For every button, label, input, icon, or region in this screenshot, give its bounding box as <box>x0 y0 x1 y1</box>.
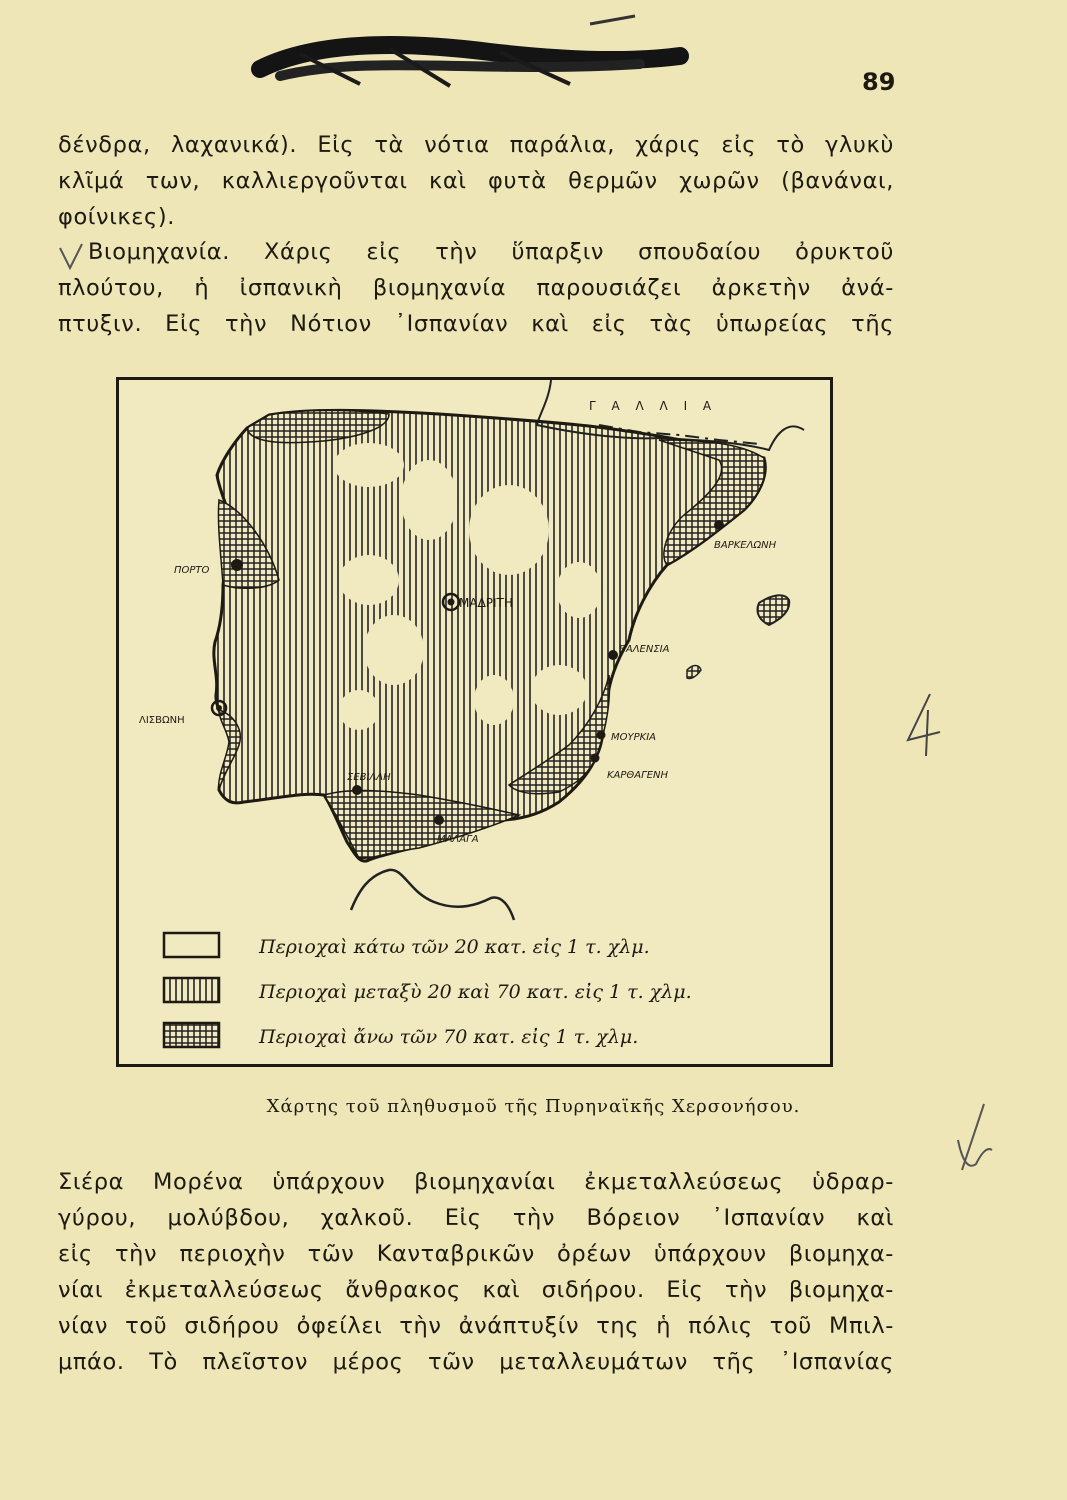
label-madrid: ΜΑΔΡΙΤΗ <box>459 596 513 610</box>
margin-pencil-mark <box>950 1100 1000 1180</box>
legend-swatch-high <box>164 1023 219 1047</box>
legend-swatch-low <box>164 933 219 957</box>
page-number: 89 <box>862 68 896 96</box>
label-cartagena: ΚΑΡΘΑΓΕΝΗ <box>607 770 669 781</box>
text-line: νίαι ἐκμεταλλεύσεως ἄνθρακος καὶ σιδήρου. Εἰς τὴν βιομηχα- <box>58 1277 894 1303</box>
peninsula-outline <box>214 410 765 861</box>
legend-label-high: Περιοχαὶ ἄνω τῶν 70 κατ. εἰς 1 τ. χλμ. <box>259 1026 639 1048</box>
text-line: δένδρα, λαχανικά). Εἰς τὰ νότια παράλια, χάρις εἰς τὸ γλυκὺ <box>58 132 894 158</box>
text-span: Χάρις εἰς τὴν ὕπαρξιν σπουδαίου ὀρυκτοῦ <box>264 239 894 265</box>
text-line <box>58 234 894 270</box>
scribble-mark <box>240 14 700 104</box>
label-lisbon: ΛΙΣΒΩΝΗ <box>139 715 185 726</box>
legend-label-low: Περιοχαὶ κάτω τῶν 20 κατ. εἰς 1 τ. χλμ. <box>259 936 650 958</box>
text-line: Σιέρα Μορένα ὑπάρχουν βιομηχανίαι ἐκμεταλλεύσεως ὑδραρ- <box>58 1169 894 1195</box>
africa-coast <box>351 870 514 920</box>
label-porto: ΠΟΡΤΟ <box>174 565 210 576</box>
legend-swatch-medium <box>164 978 219 1002</box>
margin-pencil-mark <box>900 690 950 760</box>
label-seville: ΣΕΒΙΛΛΗ <box>347 772 391 783</box>
text-line: εἰς τὴν περιοχὴν τῶν Κανταβρικῶν ὀρέων ὑπάρχουν βιομηχα- <box>58 1241 894 1267</box>
label-valencia: ΒΑΛΕΝΣΙΑ <box>619 644 670 655</box>
map-svg <box>119 380 830 1064</box>
label-france: Γ Α Λ Λ Ι Α <box>589 399 718 413</box>
label-murcia: ΜΟΥΡΚΙΑ <box>611 732 656 743</box>
text-line: μπάο. Τὸ πλεῖστον μέρος τῶν μεταλλευμάτων τῆς ᾿Ισπανίας <box>58 1349 894 1375</box>
map-caption: Χάρτης τοῦ πληθυσμοῦ τῆς Πυρηναϊκῆς Χερσονήσου. <box>266 1096 801 1117</box>
text-line: νίαν τοῦ σιδήρου ὀφείλει τὴν ἀνάπτυξίν της ἡ πόλις τοῦ Μπιλ- <box>58 1313 894 1339</box>
label-barcelona: ΒΑΡΚΕΛΩΝΗ <box>714 540 777 551</box>
label-malaga: ΜΑΛΑΓΑ <box>437 834 479 845</box>
section-heading: Βιομηχανία. <box>88 239 230 265</box>
text-line: κλῖμά των, καλλιεργοῦνται καὶ φυτὰ θερμῶν χωρῶν (βανάναι, <box>58 168 894 194</box>
text-line: πτυξιν. Εἰς τὴν Νότιον ᾿Ισπανίαν καὶ εἰς τὰς ὑπωρείας τῆς <box>58 311 894 337</box>
paragraph-bottom <box>58 1164 894 1380</box>
population-map <box>116 377 833 1067</box>
text-line: φοίνικες). <box>58 204 175 230</box>
balearic-island <box>757 595 789 625</box>
text-line: πλούτου, ἡ ἰσπανικὴ βιομηχανία παρουσιάζει ἀρκετὴν ἀνά- <box>58 275 894 301</box>
balearic-island <box>687 666 701 679</box>
paragraph-industry <box>58 234 894 342</box>
legend-label-medium: Περιοχαὶ μεταξὺ 20 καὶ 70 κατ. εἰς 1 τ. χλμ. <box>259 981 692 1003</box>
text-line: γύρου, μολύβδου, χαλκοῦ. Εἰς τὴν Βόρειον ᾿Ισπανίαν καὶ <box>58 1205 894 1231</box>
map-legend <box>164 933 692 1048</box>
paragraph-top <box>58 127 894 235</box>
check-mark <box>58 242 86 272</box>
